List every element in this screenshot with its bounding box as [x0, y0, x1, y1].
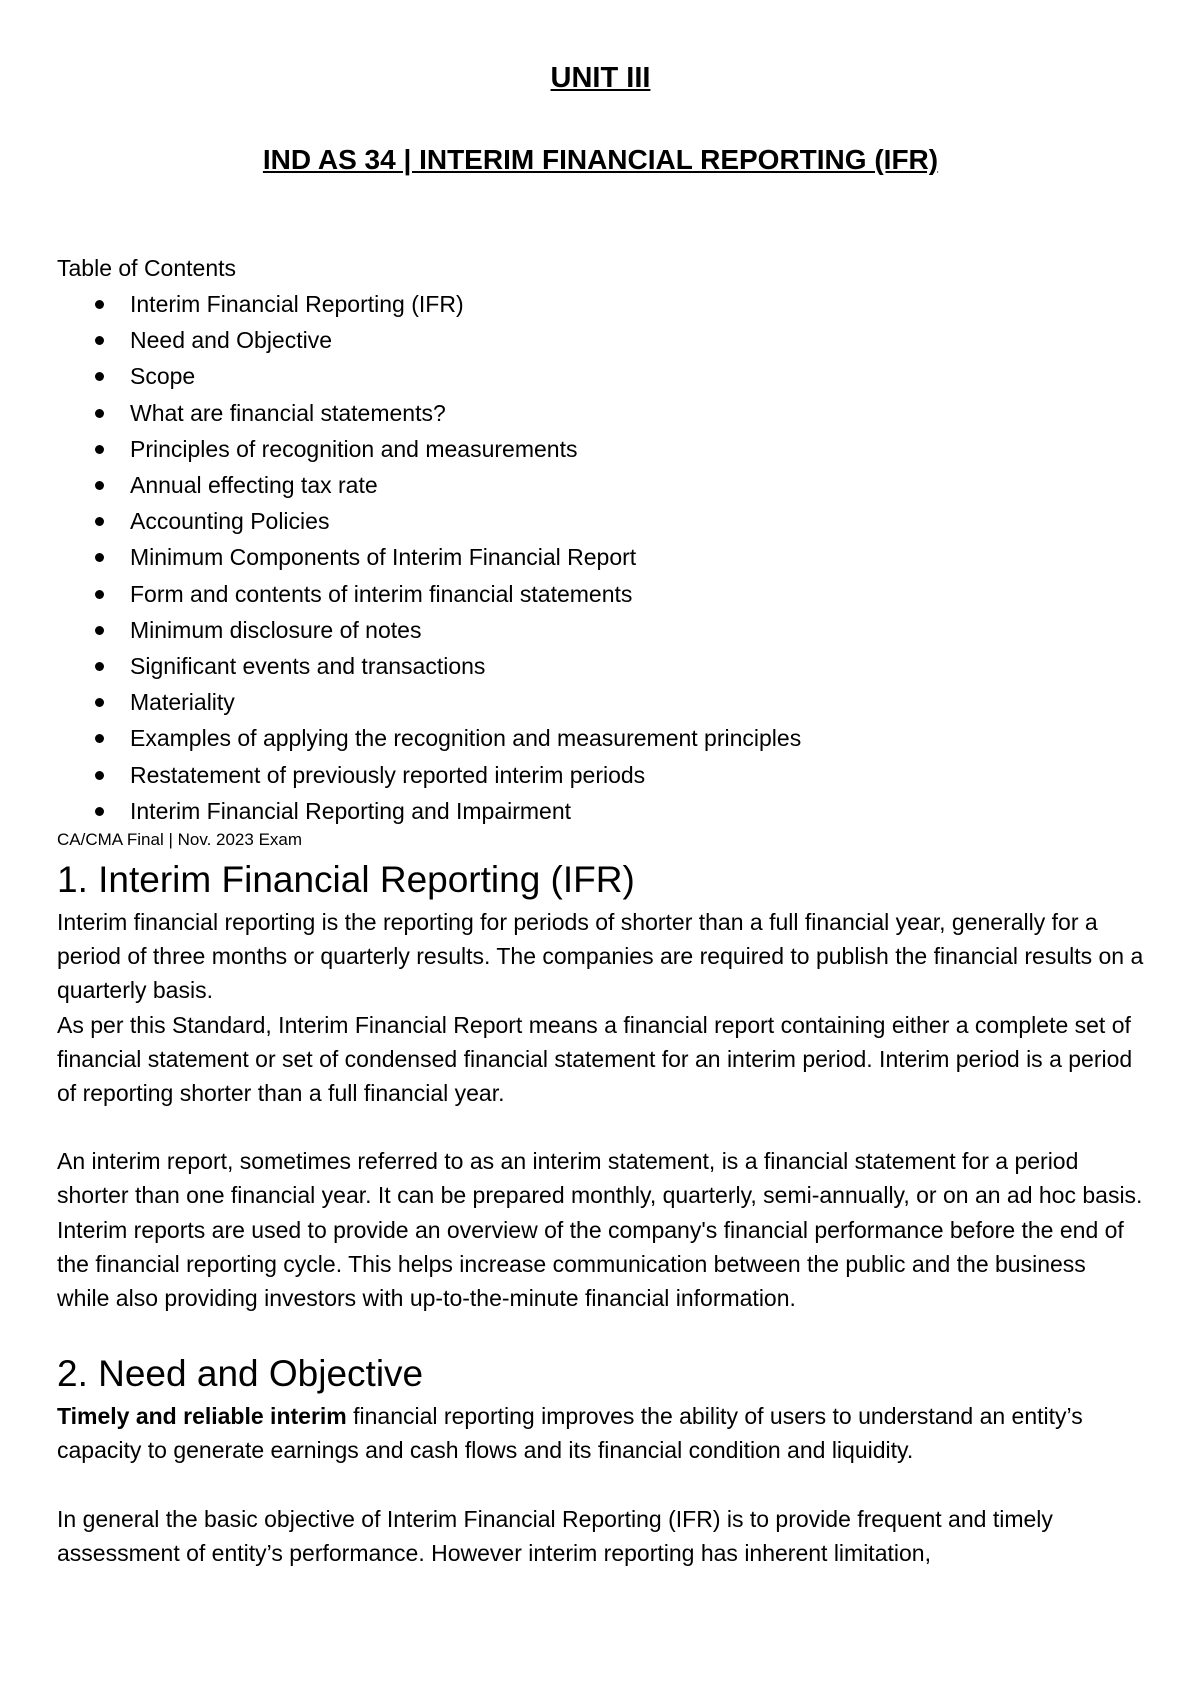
- toc-item: [95, 539, 1144, 575]
- toc-item-label: Interim Financial Reporting and Impairment: [130, 797, 572, 824]
- bullet-icon: [95, 445, 104, 454]
- toc-item-label: Significant events and transactions: [130, 653, 486, 680]
- toc-item-label: Minimum Components of Interim Financial Report: [130, 544, 637, 571]
- unit-title: UNIT III: [550, 62, 651, 94]
- toc-item-label: Form and contents of interim financial statements: [130, 580, 633, 607]
- toc-item-label: Interim Financial Reporting (IFR): [130, 291, 464, 317]
- paragraph: An interim report, sometimes referred to as an interim statement, is a financial statement for a period shorter than one financial year. It can be prepared monthly, quarterly, semi-annually, or on an ad hoc basis. Interim reports are used to provide an overview of the company's financial performance before the end of the financial reporting cycle. This helps increase communication between the public and the business while also providing investors with up-to-the-minute financial information.: [57, 1148, 1143, 1312]
- toc-item: [95, 431, 1144, 467]
- section-heading-ifr: 1. Interim Financial Reporting (IFR): [57, 859, 635, 901]
- paragraph-spacer: [57, 1110, 1144, 1144]
- paragraph: As per this Standard, Interim Financial Report means a financial report containing either a complete set of financial statement or set of condensed financial statement for an interim period. Interim period is a period of reporting shorter than a full financial year.: [57, 1011, 1133, 1107]
- paragraph: Interim financial reporting is the reporting for periods of shorter than a full financial year, generally for a period of three months or quarterly results. The companies are required to publish the financial results on a quarterly basis.: [57, 909, 1144, 1004]
- toc-item: [95, 395, 1144, 431]
- exam-note: CA/CMA Final | Nov. 2023 Exam: [57, 830, 303, 850]
- bullet-icon: [95, 734, 104, 743]
- paragraph: [57, 1399, 1144, 1467]
- toc-item: [95, 720, 1144, 756]
- toc-item-label: Accounting Policies: [130, 508, 330, 535]
- toc-item: [95, 648, 1144, 684]
- bullet-icon: [95, 590, 104, 599]
- toc-item: [95, 322, 1144, 358]
- section-spacer: [57, 1315, 1144, 1345]
- toc-item-label: Examples of applying the recognition and measurement principles: [130, 725, 802, 752]
- toc-item-label: Scope: [130, 363, 196, 390]
- toc-item: [95, 612, 1144, 648]
- toc-item: [95, 286, 1144, 322]
- toc-item: [95, 358, 1144, 394]
- bullet-icon: [95, 481, 104, 490]
- bullet-icon: [95, 372, 104, 381]
- toc-list: [57, 286, 1144, 829]
- toc-item: [95, 684, 1144, 720]
- paragraph: In general the basic objective of Interim Financial Reporting (IFR) is to provide frequent and timely assessment of entity’s performance. However interim reporting has inherent limitation,: [57, 1505, 1053, 1566]
- bullet-icon: [95, 807, 104, 816]
- bullet-icon: [95, 553, 104, 562]
- section-heading-need-objective: 2. Need and Objective: [57, 1353, 424, 1395]
- bullet-icon: [95, 336, 104, 345]
- paragraph-spacer: [57, 1468, 1144, 1502]
- bullet-icon: [95, 662, 104, 671]
- toc-item-label: Principles of recognition and measurements: [130, 435, 578, 462]
- toc-heading: Table of Contents: [57, 255, 237, 281]
- main-title: IND AS 34 | INTERIM FINANCIAL REPORTING (IFR): [262, 144, 939, 175]
- toc-item: [95, 576, 1144, 612]
- bullet-icon: [95, 698, 104, 707]
- bullet-icon: [95, 771, 104, 780]
- bullet-icon: [95, 300, 104, 309]
- toc-item-label: Annual effecting tax rate: [130, 472, 378, 499]
- toc-item: [95, 467, 1144, 503]
- toc-item-label: Restatement of previously reported interim periods: [130, 761, 646, 788]
- bullet-icon: [95, 517, 104, 526]
- bullet-icon: [95, 626, 104, 635]
- toc-item: [95, 757, 1144, 793]
- toc-item: [95, 503, 1144, 539]
- toc-item-label: Minimum disclosure of notes: [130, 616, 422, 643]
- paragraph-text: financial reporting improves the ability of users to understand an entity’s capacity to generate earnings and cash flows and its financial condition and liquidity.: [57, 1403, 1083, 1464]
- bullet-icon: [95, 409, 104, 418]
- toc-item-label: What are financial statements?: [130, 399, 446, 426]
- bold-phrase: Timely and reliable interim: [57, 1403, 347, 1430]
- toc-item-label: Need and Objective: [130, 327, 333, 354]
- toc-item: [95, 793, 1144, 829]
- toc-item-label: Materiality: [130, 689, 235, 716]
